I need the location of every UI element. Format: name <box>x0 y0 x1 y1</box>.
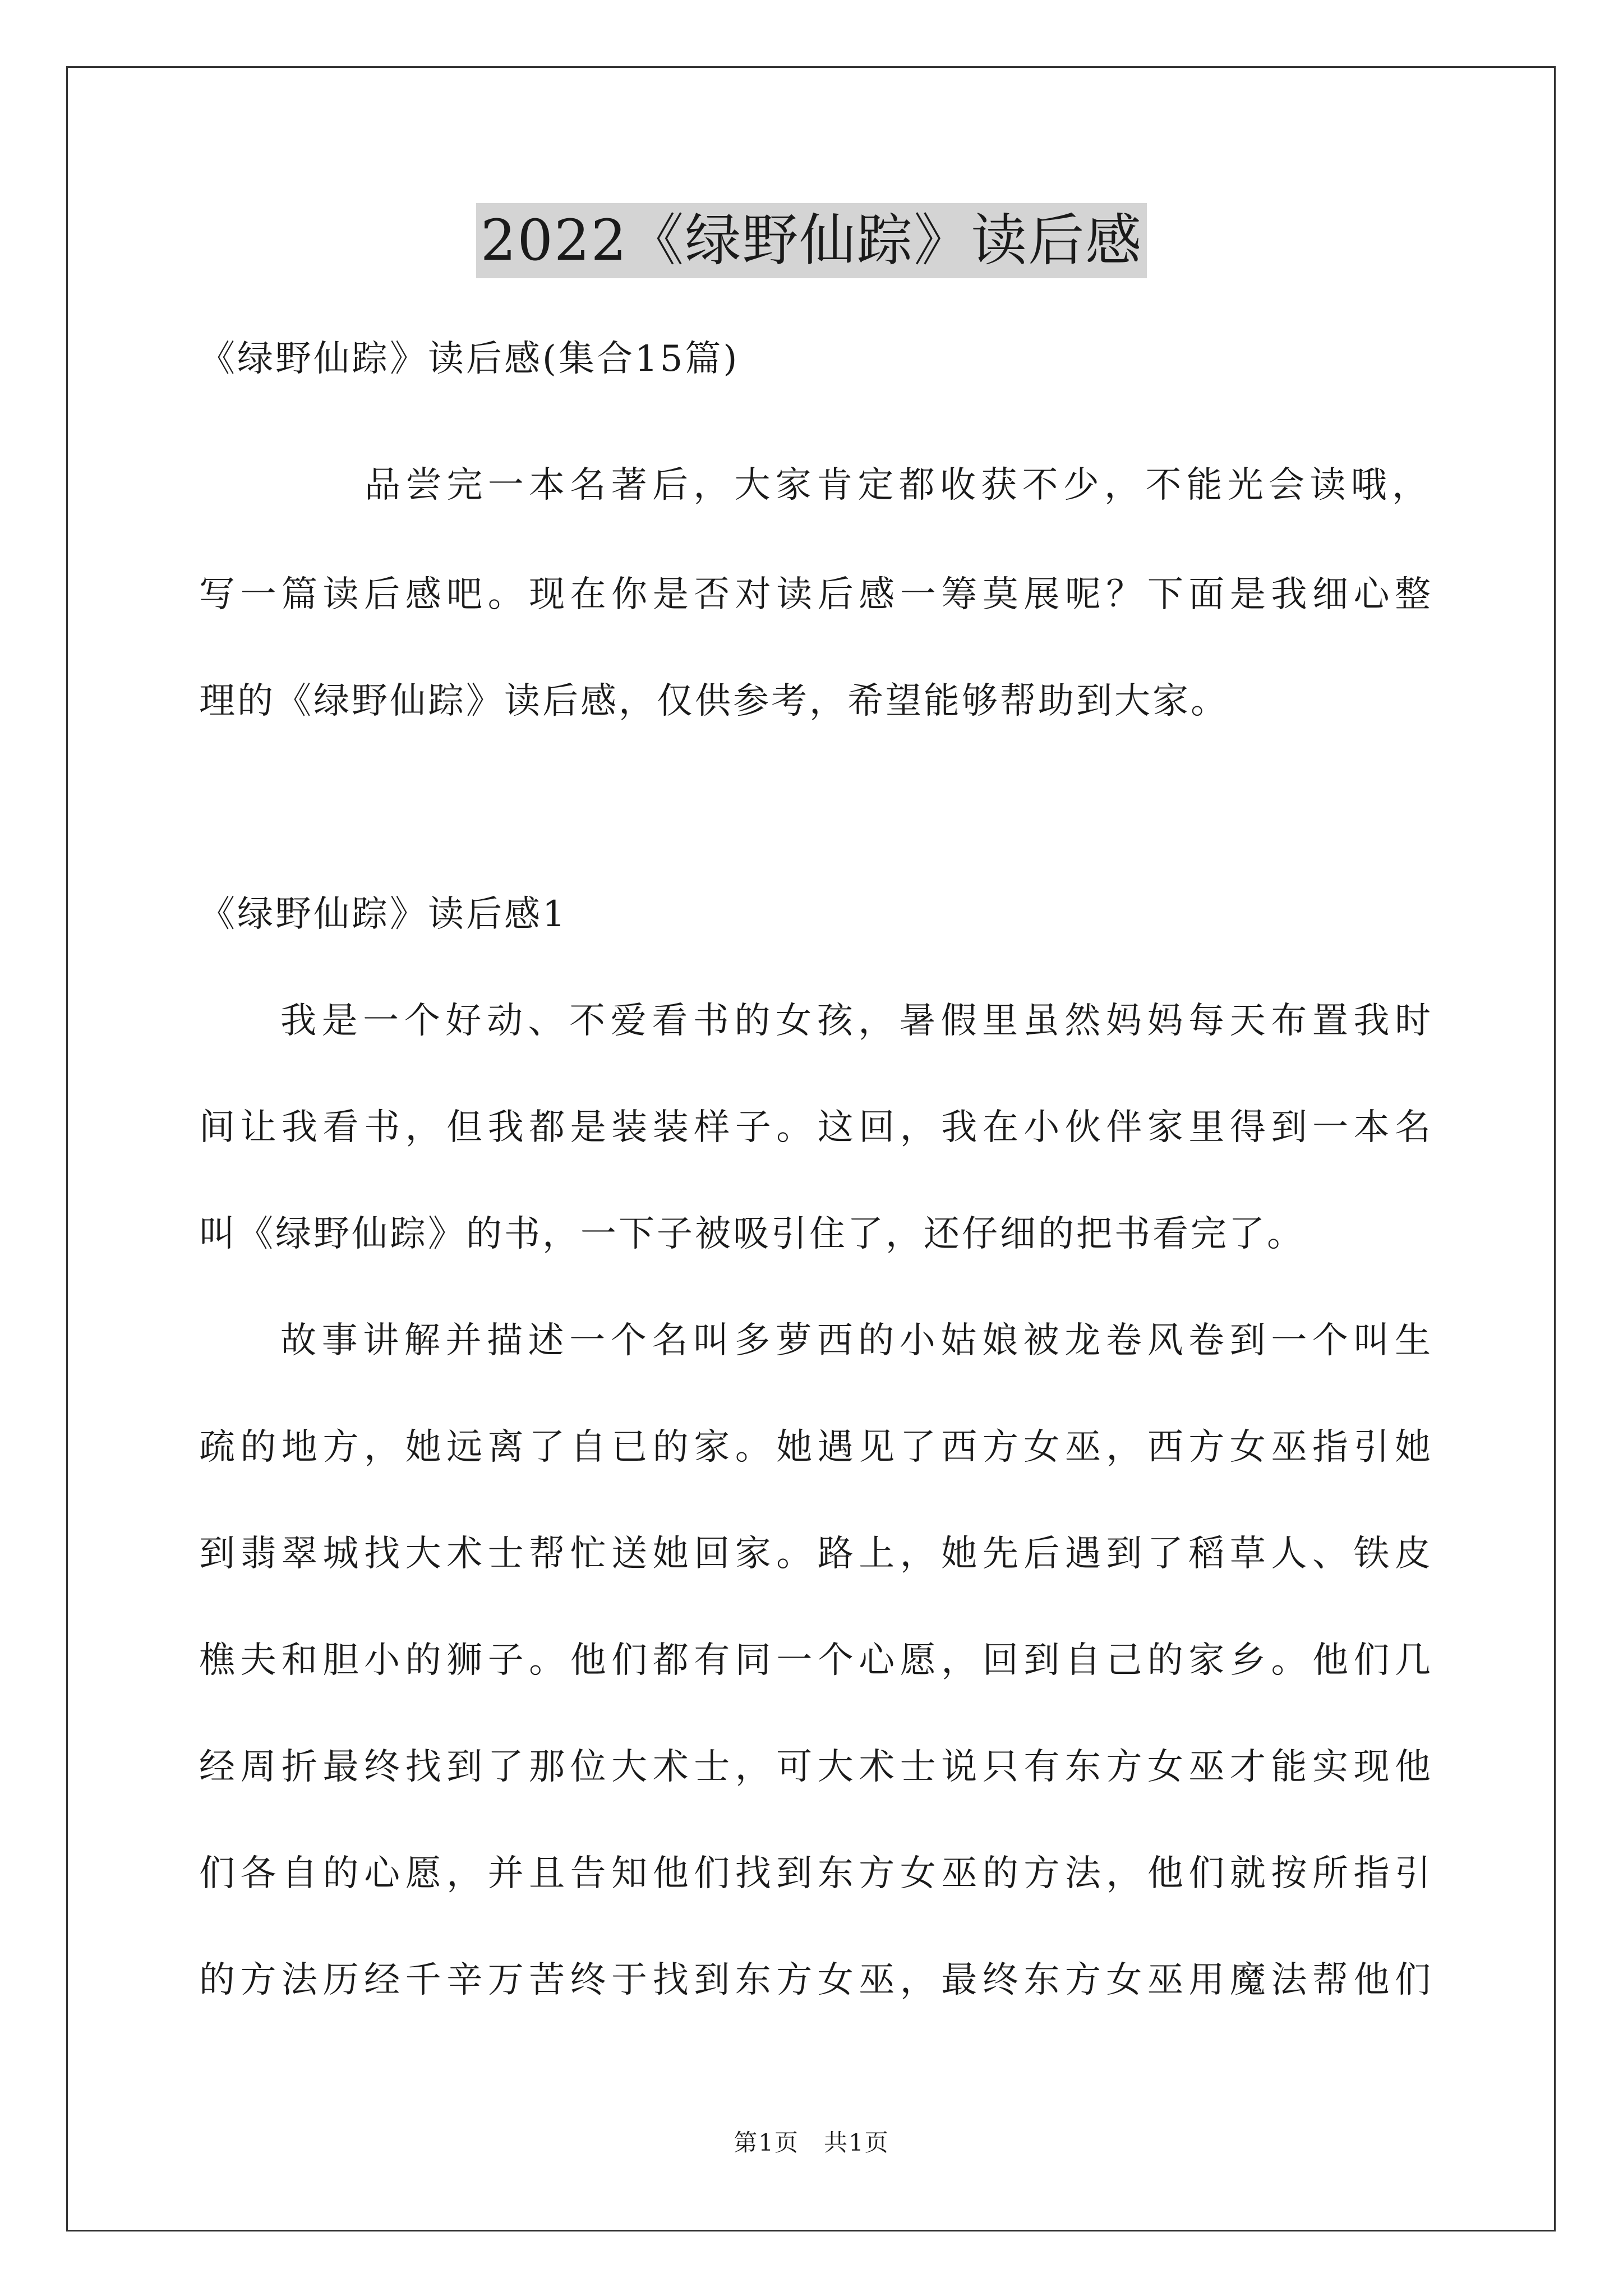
page-footer: 第1页 共1页 <box>734 2129 889 2156</box>
paragraph1-line-1: 我是一个好动、不爱看书的女孩，暑假里虽然妈妈每天布置我时 <box>280 1000 1433 1042</box>
paragraph2-line-5: 经周折最终找到了那位大术士，可大术士说只有东方女巫才能实现他 <box>199 1746 1433 1788</box>
title-container <box>0 203 1623 278</box>
document-title: 2022《绿野仙踪》读后感 <box>476 203 1147 278</box>
paragraph1-line-2: 间让我看书，但我都是装装样子。这回，我在小伙伴家里得到一本名 <box>199 1107 1433 1148</box>
section-heading: 《绿野仙踪》读后感1 <box>199 894 568 935</box>
paragraph2-line-3: 到翡翠城找大术士帮忙送她回家。路上，她先后遇到了稻草人、铁皮 <box>199 1533 1433 1575</box>
paragraph2-line-6: 们各自的心愿，并且告知他们找到东方女巫的方法，他们就按所指引 <box>199 1853 1433 1894</box>
paragraph2-line-4: 樵夫和胆小的狮子。他们都有同一个心愿，回到自己的家乡。他们几 <box>199 1640 1433 1681</box>
paragraph2-line-1: 故事讲解并描述一个名叫多萝西的小姑娘被龙卷风卷到一个叫生 <box>280 1320 1433 1361</box>
paragraph2-line-2: 疏的地方，她远离了自已的家。她遇见了西方女巫，西方女巫指引她 <box>199 1427 1433 1468</box>
intro-line-2: 写一篇读后感吧。现在你是否对读后感一筹莫展呢？下面是我细心整 <box>199 574 1433 615</box>
intro-line-1: 品尝完一本名著后，大家肯定都收获不少，不能光会读哦， <box>365 464 1430 506</box>
paragraph2-line-7: 的方法历经千辛万苦终于找到东方女巫，最终东方女巫用魔法帮他们 <box>199 1959 1433 2001</box>
intro-line-3: 理的《绿野仙踪》读后感，仅供参考，希望能够帮助到大家。 <box>199 680 1229 722</box>
document-subtitle: 《绿野仙踪》读后感(集合15篇) <box>199 338 740 380</box>
paragraph1-line-3: 叫《绿野仙踪》的书，一下子被吸引住了，还仔细的把书看完了。 <box>199 1213 1305 1255</box>
